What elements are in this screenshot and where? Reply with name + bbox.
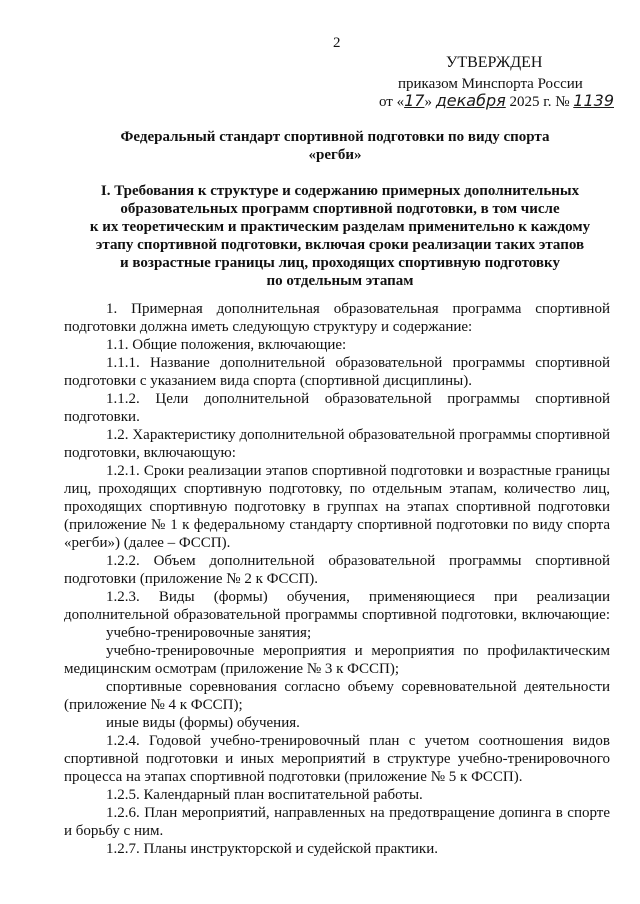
body-line: подготовки (приложение № 2 к ФССП). [64,571,319,587]
body-line: 1. Примерная дополнительная образовательная программа спортивной [106,301,610,317]
page-number: 2 [333,35,341,51]
approval-title: УТВЕРЖДЕН [446,54,543,71]
body-line: учебно-тренировочные занятия; [106,625,312,641]
body-line: 1.2.2. Объем дополнительной образовательной программы спортивной [106,553,610,569]
body-line: спортивной подготовки и иных мероприятий в структуре учебно-тренировочного [64,751,610,767]
body-line: 1.2.5. Календарный план воспитательной работы. [106,787,423,803]
body-line: 1.2.3. Виды (формы) обучения, применяющиеся при реализации [106,589,610,605]
body-line: 1.2.1. Сроки реализации этапов спортивной подготовки и возрастные границы [106,463,610,479]
approval-day: 17 [404,91,425,110]
approval-month: декабря [435,91,506,110]
body-line: подготовки с указанием вида спорта (спортивной дисциплины). [64,373,472,389]
doc-title-line-2: «регби» [308,147,362,163]
approval-number: 1139 [573,91,614,110]
section-title-line-1: I. Требования к структуре и содержанию примерных дополнительных [100,183,580,199]
body-line: «регби») (далее – ФССП). [64,535,231,551]
approval-date-mid: » [424,94,436,110]
body-line: (приложение № 4 к ФССП); [64,697,243,713]
body-line: иные виды (формы) обучения. [106,715,300,731]
section-title-line-4: этапу спортивной подготовки, включая сроки реализации таких этапов [95,237,585,253]
section-title-line-2: образовательных программ спортивной подготовки, в том числе [120,201,560,217]
body-line: 1.1. Общие положения, включающие: [106,337,347,353]
body-line: подготовки. [64,409,140,425]
body-line: 1.1.1. Название дополнительной образовательной программы спортивной [106,355,610,371]
approval-year: 2025 г. № [505,94,574,110]
body-line: лиц, проходящих спортивную подготовку, по отдельным этапам, количество лиц, [64,481,610,497]
approval-date-prefix: от « [379,94,405,110]
section-title-line-3: к их теоретическим и практическим разделам применительно к каждому [89,219,591,235]
section-title-line-6: по отдельным этапам [266,273,414,289]
section-title-line-5: и возрастные границы лиц, проходящих спортивную подготовку [120,255,560,271]
body-line: 1.2.7. Планы инструкторской и судейской практики. [106,841,438,857]
approval-order: приказом Минспорта России [398,76,583,92]
body-line: и борьбу с ним. [64,823,164,839]
body-line: 1.1.2. Цели дополнительной образовательной программы спортивной [106,391,610,407]
body-line: учебно-тренировочные мероприятия и мероприятия по профилактическим [106,643,610,659]
body-line: (приложение № 1 к федеральному стандарту спортивной подготовки по виду спорта [64,517,610,533]
approval-date-line [379,92,614,111]
body-line: проходящих спортивную подготовку в группах на этапах спортивной подготовки [64,499,610,515]
body-line: 1.2.6. План мероприятий, направленных на предотвращение допинга в спорте [106,805,610,821]
body-line: процесса на этапах спортивной подготовки (приложение № 5 к ФССП). [64,769,523,785]
body-line: подготовки, включающую: [64,445,236,461]
body-line: дополнительной образовательной программы спортивной подготовки, включающие: [64,607,610,623]
body-line: медицинским осмотрам (приложение № 3 к ФССП); [64,661,400,677]
body-line: 1.2.4. Годовой учебно-тренировочный план с учетом соотношения видов [106,733,610,749]
doc-title-line-1: Федеральный стандарт спортивной подготовки по виду спорта [120,129,550,145]
body-line: спортивные соревнования согласно объему соревновательной деятельности [106,679,610,695]
body-line: подготовки должна иметь следующую структуру и содержание: [64,319,473,335]
body-line: 1.2. Характеристику дополнительной образовательной программы спортивной [106,427,610,443]
